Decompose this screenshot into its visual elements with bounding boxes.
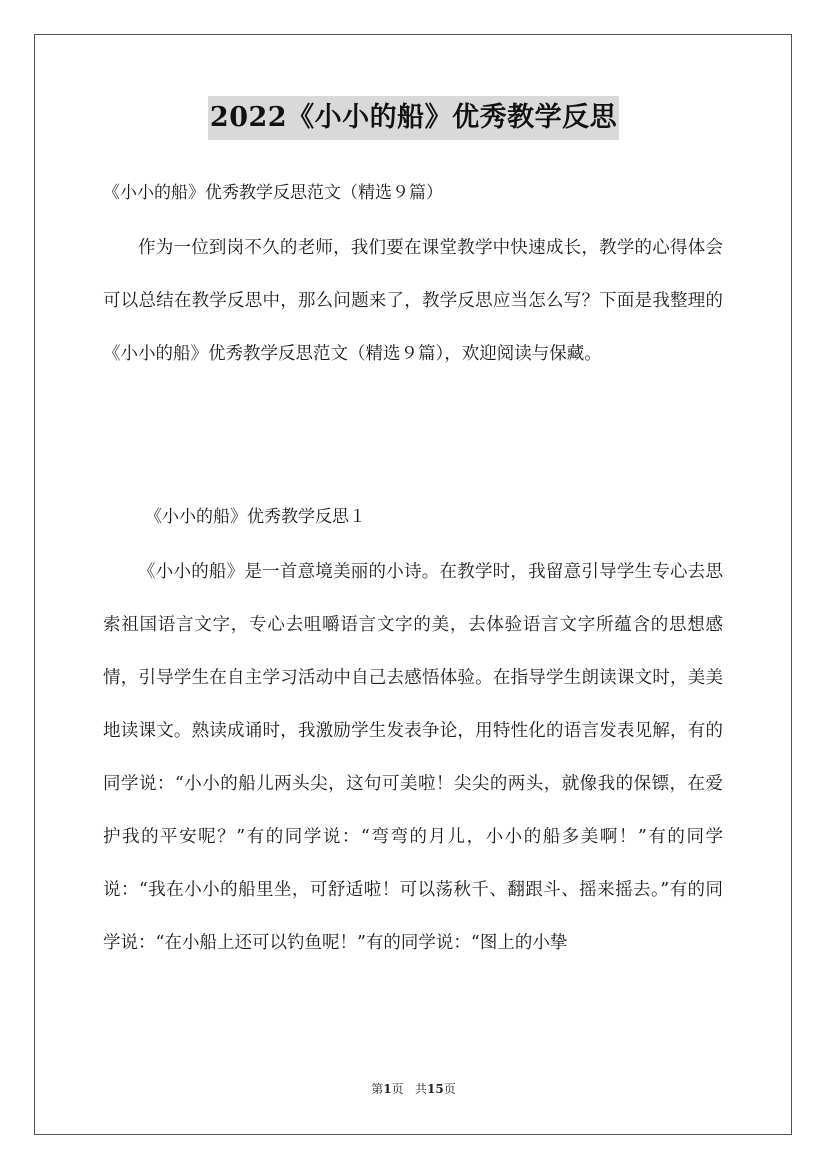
footer-suffix: 页 xyxy=(443,1082,456,1096)
document-title: 2022《小小的船》优秀教学反思 xyxy=(208,96,619,140)
footer-prefix: 第 xyxy=(371,1082,384,1096)
page-footer xyxy=(0,1080,827,1098)
title-block xyxy=(0,96,827,140)
section-heading: 《小小的船》优秀教学反思１ xyxy=(145,507,366,527)
footer-middle: 页 共 xyxy=(391,1082,428,1096)
document-subtitle: 《小小的船》优秀教学反思范文（精选９篇） xyxy=(103,183,443,203)
footer-total-pages: 15 xyxy=(427,1082,444,1096)
footer-page-number: 1 xyxy=(383,1082,392,1096)
intro-paragraph: 作为一位到岗不久的老师，我们要在课堂教学中快速成长，教学的心得体会可以总结在教学反思中，那么问题来了，教学反思应当怎么写？下面是我整理的《小小的船》优秀教学反思范文（精选９篇），欢迎阅读与保藏。 xyxy=(103,238,723,364)
body-paragraph: 《小小的船》是一首意境美丽的小诗。在教学时，我留意引导学生专心去思索祖国语言文字，专心去咀嚼语言文字的美，去体验语言文字所蕴含的思想感情，引导学生在自主学习活动中自己去感悟体验。在指导学生朗读课文时，美美地读课文。熟读成诵时，我激励学生发表争论，用特性化的语言发表见解，有的同学说：“小小的船儿两头尖，这句可美啦！尖尖的两头，就像我的保镖，在爱护我的平安呢？”有的同学说：“弯弯的月儿，小小的船多美啊！”有的同学说：“我在小小的船里坐，可舒适啦！可以荡秋千、翻跟斗、摇来摇去。”有的同学说：“在小船上还可以钓鱼呢！”有的同学说：“图上的小挚 xyxy=(103,562,723,953)
